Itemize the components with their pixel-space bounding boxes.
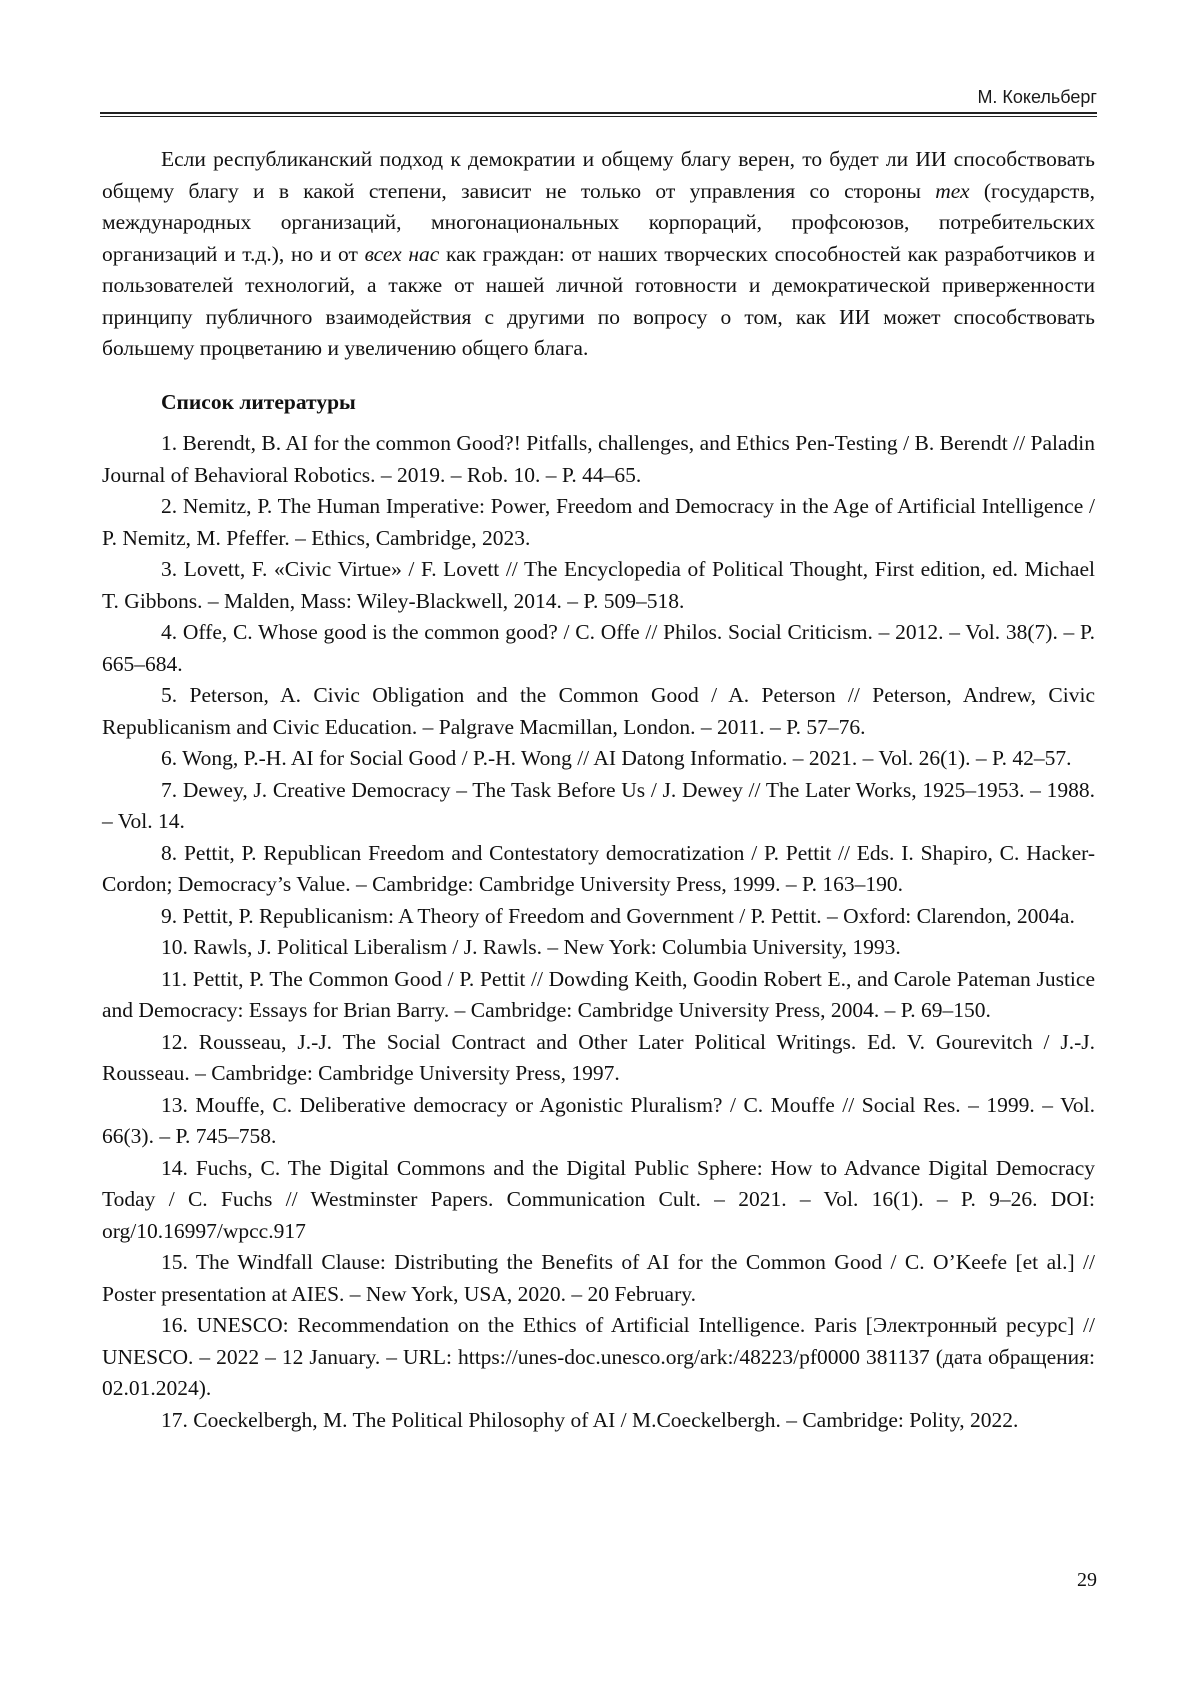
page-number: 29	[1077, 1569, 1097, 1591]
reference-item: 11. Pettit, P. The Common Good / P. Pettit // Dowding Keith, Goodin Robert E., and Carole Pateman Justice and Democracy: Essays for Brian Barry. – Cambridge: Cambridge University Press, 2004. – P. 69–150.	[102, 966, 1095, 1022]
paragraph-text-1: Если республиканский подход к демократии и общему благу верен, то будет ли ИИ способствовать общему благу и в какой степени, зависит не только от управления со стороны	[102, 147, 1095, 203]
reference-item: 5. Peterson, A. Civic Obligation and the Common Good / A. Peterson // Peterson, Andrew, Civic Republicanism and Civic Education. – Palgrave Macmillan, London. – 2011. – P. 57–76.	[102, 683, 1095, 739]
paragraph-text-3: как граждан: от наших творческих способностей как разработчиков и пользователей технологий, а также от нашей личной готовности и демократической приверженности принципу публичного взаимодействия с другими по вопросу о том, как ИИ может способствовать большему процветанию и увеличению общего блага.	[102, 241, 1096, 360]
paragraph-text-2: (государств, международных организаций, многонациональных корпораций, профсоюзов, потребительских организаций и т.д.), но и от	[102, 178, 1095, 266]
paragraph-emphasis-2: всех нас	[364, 241, 440, 266]
reference-item: 9. Pettit, P. Republicanism: A Theory of Freedom and Government / P. Pettit. – Oxford: Clarendon, 2004a.	[161, 903, 1075, 928]
main-content	[102, 144, 1095, 1436]
reference-item: 3. Lovett, F. «Civic Virtue» / F. Lovett // The Encyclopedia of Political Thought, First edition, ed. Michael T. Gibbons. – Malden, Mass: Wiley-Blackwell, 2014. – P. 509–518.	[102, 557, 1095, 613]
reference-item: 10. Rawls, J. Political Liberalism / J. Rawls. – New York: Columbia University, 1993.	[161, 935, 901, 959]
reference-item: 12. Rousseau, J.-J. The Social Contract and Other Later Political Writings. Ed. V. Gourevitch / J.-J. Rousseau. – Cambridge: Cambridge University Press, 1997.	[102, 1029, 1095, 1085]
header-double-rule	[100, 112, 1097, 118]
header-rule-thick	[100, 112, 1097, 114]
reference-item: 8. Pettit, P. Republican Freedom and Contestatory democratization / P. Pettit // Eds. I. Shapiro, C. Hacker-Cordon; Democracy’s Value. – Cambridge: Cambridge University Press, 1999. – P. 163–190.	[102, 840, 1095, 896]
reference-item: 13. Mouffe, C. Deliberative democracy or Agonistic Pluralism? / C. Mouffe // Social Res. – 1999. – Vol. 66(3). – P. 745–758.	[102, 1092, 1095, 1148]
paragraph-emphasis-1: тех	[935, 178, 970, 203]
reference-item: 7. Dewey, J. Creative Democracy – The Task Before Us / J. Dewey // The Later Works, 1925–1953. – 1988. – Vol. 14.	[102, 777, 1095, 833]
reference-item: 17. Coeckelbergh, M. The Political Philosophy of AI / M.Coeckelbergh. – Cambridge: Polity, 2022.	[161, 1407, 1019, 1432]
reference-item: 2. Nemitz, P. The Human Imperative: Power, Freedom and Democracy in the Age of Artificial Intelligence / P. Nemitz, M. Pfeffer. – Ethics, Cambridge, 2023.	[102, 494, 1095, 550]
reference-item: 16. UNESCO: Recommendation on the Ethics of Artificial Intelligence. Paris [Электронный ресурс] // UNESCO. – 2022 – 12 January. – URL: https://unes-doc.unesco.org/ark:/48223/pf0000 381137 (дата обращения: 02.01.2024).	[102, 1313, 1095, 1400]
references-heading: Список литературы	[161, 389, 356, 414]
reference-list	[102, 428, 1095, 1436]
running-head-author: М. Кокельберг	[977, 87, 1097, 107]
reference-item: 1. Berendt, B. AI for the common Good?! Pitfalls, challenges, and Ethics Pen-Testing / B. Berendt // Paladin Journal of Behavioral Robotics. – 2019. – Rob. 10. – P. 44–65.	[102, 431, 1095, 487]
reference-item: 14. Fuchs, C. The Digital Commons and the Digital Public Sphere: How to Advance Digital Democracy Today / C. Fuchs // Westminster Papers. Communication Cult. – 2021. – Vol. 16(1). – P. 9–26. DOI: org/10.16997/wpcc.917	[102, 1155, 1095, 1243]
reference-item: 15. The Windfall Clause: Distributing the Benefits of AI for the Common Good / C. O’Keefe [et al.] // Poster presentation at AIES. – New York, USA, 2020. – 20 February.	[102, 1250, 1095, 1306]
header-rule-thin	[100, 116, 1097, 117]
reference-item: 6. Wong, P.-H. AI for Social Good / P.-H. Wong // AI Datong Informatio. – 2021. – Vol. 26(1). – P. 42–57.	[161, 746, 1072, 770]
reference-item: 4. Offe, C. Whose good is the common good? / C. Offe // Philos. Social Criticism. – 2012. – Vol. 38(7). – P. 665–684.	[102, 620, 1095, 676]
body-paragraph	[102, 144, 1095, 365]
